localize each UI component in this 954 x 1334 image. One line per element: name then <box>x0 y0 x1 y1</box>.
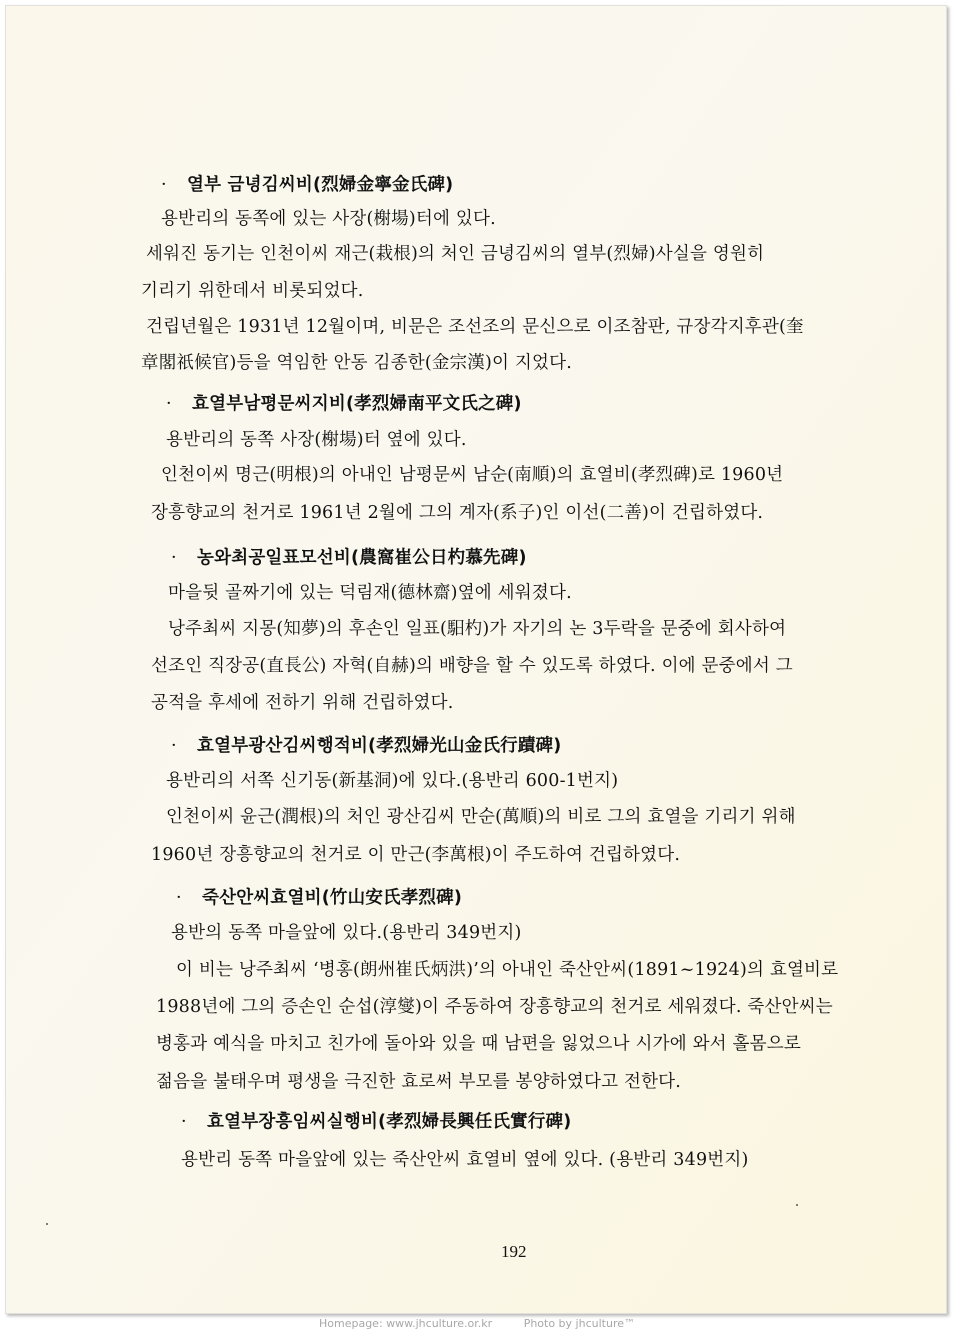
body-line: 1988년에 그의 증손인 순섭(淳燮)이 주동하여 장흥향교의 천거로 세워졌다. 죽산안씨는 <box>156 997 833 1017</box>
watermark-footer <box>0 1317 954 1330</box>
section-title: 열부 금녕김씨비(烈婦金寧金氏碑) <box>187 175 454 195</box>
body-line: 용반의 동쪽 마을앞에 있다.(용반리 349번지) <box>171 923 522 943</box>
bullet-mark: · <box>176 888 182 908</box>
section-heading <box>176 886 462 910</box>
body-line: 용반리의 서쪽 신기동(新基洞)에 있다.(용반리 600-1번지) <box>166 771 619 791</box>
body-line: 용반리의 동쪽 사장(榭場)터 옆에 있다. <box>166 430 467 450</box>
body-line: 공적을 후세에 전하기 위해 건립하였다. <box>151 693 454 713</box>
bullet-mark: · <box>171 548 177 568</box>
bullet-mark: · <box>171 736 177 756</box>
body-line: 마을뒷 골짜기에 있는 덕림재(德林齋)옆에 세워졌다. <box>168 583 572 603</box>
scan-speck <box>796 1204 798 1206</box>
body-line: 젊음을 불태우며 평생을 극진한 효로써 부모를 봉양하였다고 전한다. <box>156 1072 682 1092</box>
section-title: 효열부장흥임씨실행비(孝烈婦長興任氏實行碑) <box>207 1112 572 1132</box>
scan-speck <box>46 1223 48 1225</box>
page-number: 192 <box>501 1242 527 1261</box>
body-line: 장흥향교의 천거로 1961년 2월에 그의 계자(系子)인 이선(二善)이 건립하였다. <box>151 503 764 523</box>
bullet-mark: · <box>181 1112 187 1132</box>
body-line: 용반리의 동쪽에 있는 사장(榭場)터에 있다. <box>161 209 496 229</box>
section-title: 죽산안씨효열비(竹山安氏孝烈碑) <box>202 888 463 908</box>
section-title: 효열부광산김씨행적비(孝烈婦光山金氏行蹟碑) <box>197 736 562 756</box>
photo-credit: Photo by jhculture™ <box>523 1317 635 1330</box>
section-heading <box>166 392 522 416</box>
body-line: 세워진 동기는 인천이씨 재근(栽根)의 처인 금녕김씨의 열부(烈婦)사실을 영원히 <box>146 244 765 264</box>
body-line: 낭주최씨 지몽(知夢)의 후손인 일표(馹杓)가 자기의 논 3두락을 문중에 회사하여 <box>168 619 787 639</box>
body-line: 용반리 동쪽 마을앞에 있는 죽산안씨 효열비 옆에 있다. (용반리 349번지) <box>181 1150 749 1170</box>
scanned-page <box>5 5 947 1314</box>
body-line: 1960년 장흥향교의 천거로 이 만근(李萬根)이 주도하여 건립하였다. <box>151 845 681 865</box>
section-heading <box>181 1110 571 1134</box>
section-title: 효열부남평문씨지비(孝烈婦南平文氏之碑) <box>192 394 522 414</box>
body-line: 인천이씨 명근(明根)의 아내인 남평문씨 남순(南順)의 효열비(孝烈碑)로 1960년 <box>161 465 784 485</box>
bullet-mark: · <box>166 394 172 414</box>
bullet-mark: · <box>161 175 167 195</box>
body-line: 章閣祇候官)등을 역임한 안동 김종한(金宗漢)이 지었다. <box>141 353 572 373</box>
section-heading <box>161 173 453 197</box>
body-line: 선조인 직장공(直長公) 자혁(自赫)의 배향을 할 수 있도록 하였다. 이에 문중에서 그 <box>151 656 793 676</box>
body-line: 병홍과 예식을 마치고 친가에 돌아와 있을 때 남편을 잃었으나 시가에 와서 홀몸으로 <box>156 1034 801 1054</box>
body-line: 건립년월은 1931년 12월이며, 비문은 조선조의 문신으로 이조참판, 규장각지후관(奎 <box>146 317 804 337</box>
body-line: 기리기 위한데서 비롯되었다. <box>141 281 364 301</box>
body-line: 이 비는 낭주최씨 ‘병홍(朗州崔氏炳洪)’의 아내인 죽산안씨(1891~1924)의 효열비로 <box>176 960 839 980</box>
section-heading <box>171 734 561 758</box>
section-heading <box>171 546 527 570</box>
homepage-credit: Homepage: www.jhculture.or.kr <box>318 1317 493 1330</box>
section-title: 농와최공일표모선비(農窩崔公日杓慕先碑) <box>197 548 527 568</box>
body-line: 인천이씨 윤근(潤根)의 처인 광산김씨 만순(萬順)의 비로 그의 효열을 기리기 위해 <box>166 807 796 827</box>
